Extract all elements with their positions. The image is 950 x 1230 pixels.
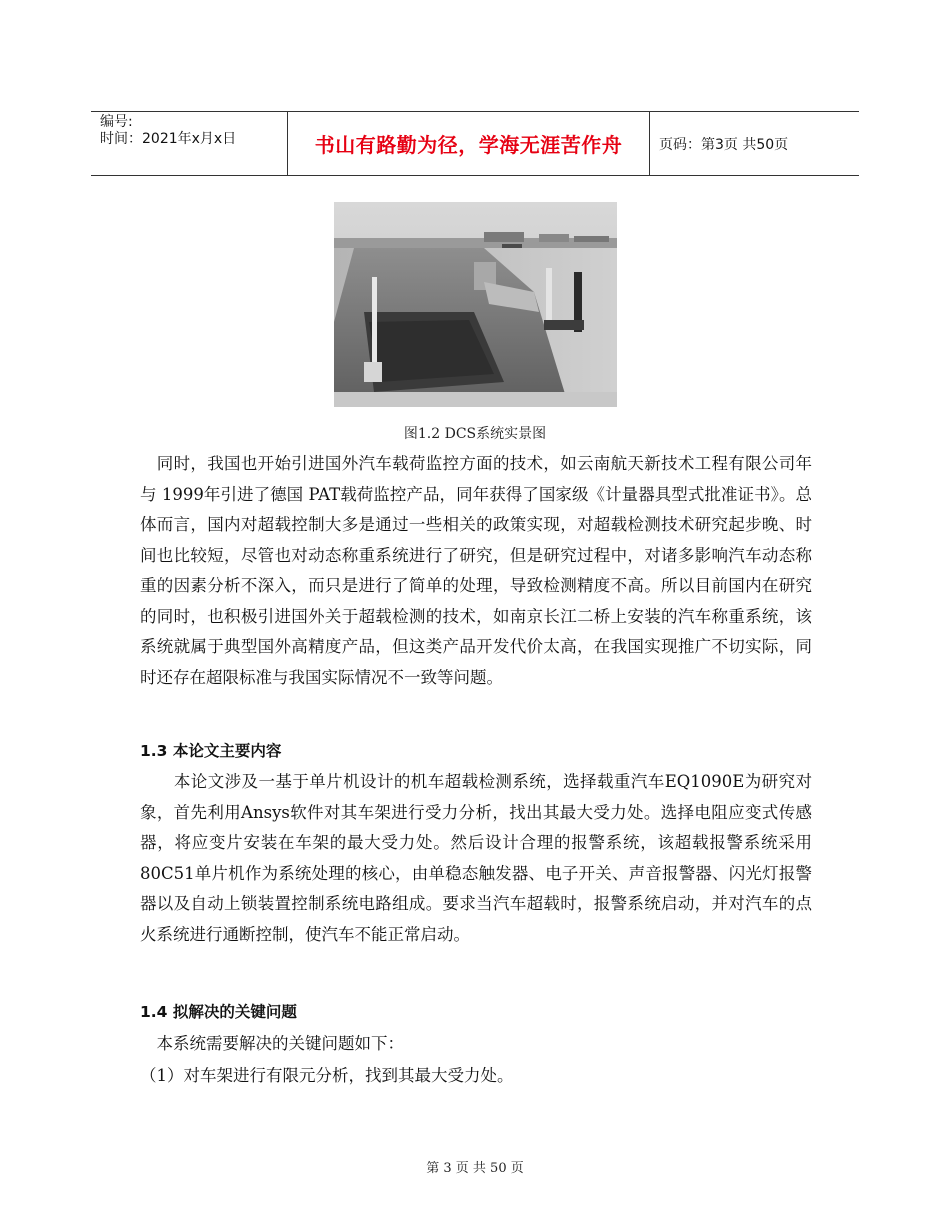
section-heading-1-4: 1.4 拟解决的关键问题 bbox=[140, 1003, 297, 1021]
number-label: 编号: bbox=[100, 114, 133, 130]
header-page-info: 页码：第3页 共50页 bbox=[659, 136, 789, 153]
page-footer: 第 3 页 共 50 页 bbox=[426, 1161, 524, 1176]
header-meta bbox=[91, 112, 287, 175]
header-motto: 书山有路勤为径，学海无涯苦作舟 bbox=[287, 112, 650, 175]
key-problems-intro: 本系统需要解决的关键问题如下： bbox=[140, 1034, 404, 1053]
figure-caption: 图1.2 DCS系统实景图 bbox=[403, 426, 547, 442]
dcs-site-photo bbox=[334, 202, 617, 407]
paragraph-main-content: 本论文涉及一基于单片机设计的机车超载检测系统，选择载重汽车EQ1090E为研究对象，首先利用Ansys软件对其车架进行受力分析，找出其最大受力处。选择电阻应变式传感器，将应变片安装在车架的最大受力处。然后设计合理的报警系统，该超载报警系统采用80C51单片机作为系统处理的核心，由单稳态触发器、电子开关、声音报警器、闪光灯报警器以及自动上锁装置控制系统电路组成。要求当汽车超载时，报警系统启动，并对汽车的点火系统进行通断控制，使汽车不能正常启动。 bbox=[140, 772, 812, 944]
time-label: 时间：2021年x月x日 bbox=[100, 131, 237, 147]
key-problem-item-1: （1）对车架进行有限元分析，找到其最大受力处。 bbox=[140, 1066, 514, 1085]
page-header bbox=[91, 111, 859, 176]
section-heading-1-3: 1.3 本论文主要内容 bbox=[140, 742, 282, 760]
paragraph-intro: 同时，我国也开始引进国外汽车载荷监控方面的技术，如云南航天新技术工程有限公司年与 1999年引进了德国 PAT载荷监控产品，同年获得了国家级《计量器具型式批准证书》。总体而言，国内对超载控制大多是通过一些相关的政策实现，对超载检测技术研究起步晚、时间也比较短，尽管也对动态称重系统进行了研究，但是研究过程中，对诸多影响汽车动态称重的因素分析不深入，而只是进行了简单的处理，导致检测精度不高。所以目前国内在研究的同时，也积极引进国外关于超载检测的技术，如南京长江二桥上安装的汽车称重系统，该系统就属于典型国外高精度产品，但这类产品开发代价太高，在我国实现推广不切实际，同时还存在超限标准与我国实际情况不一致等问题。 bbox=[140, 454, 812, 687]
